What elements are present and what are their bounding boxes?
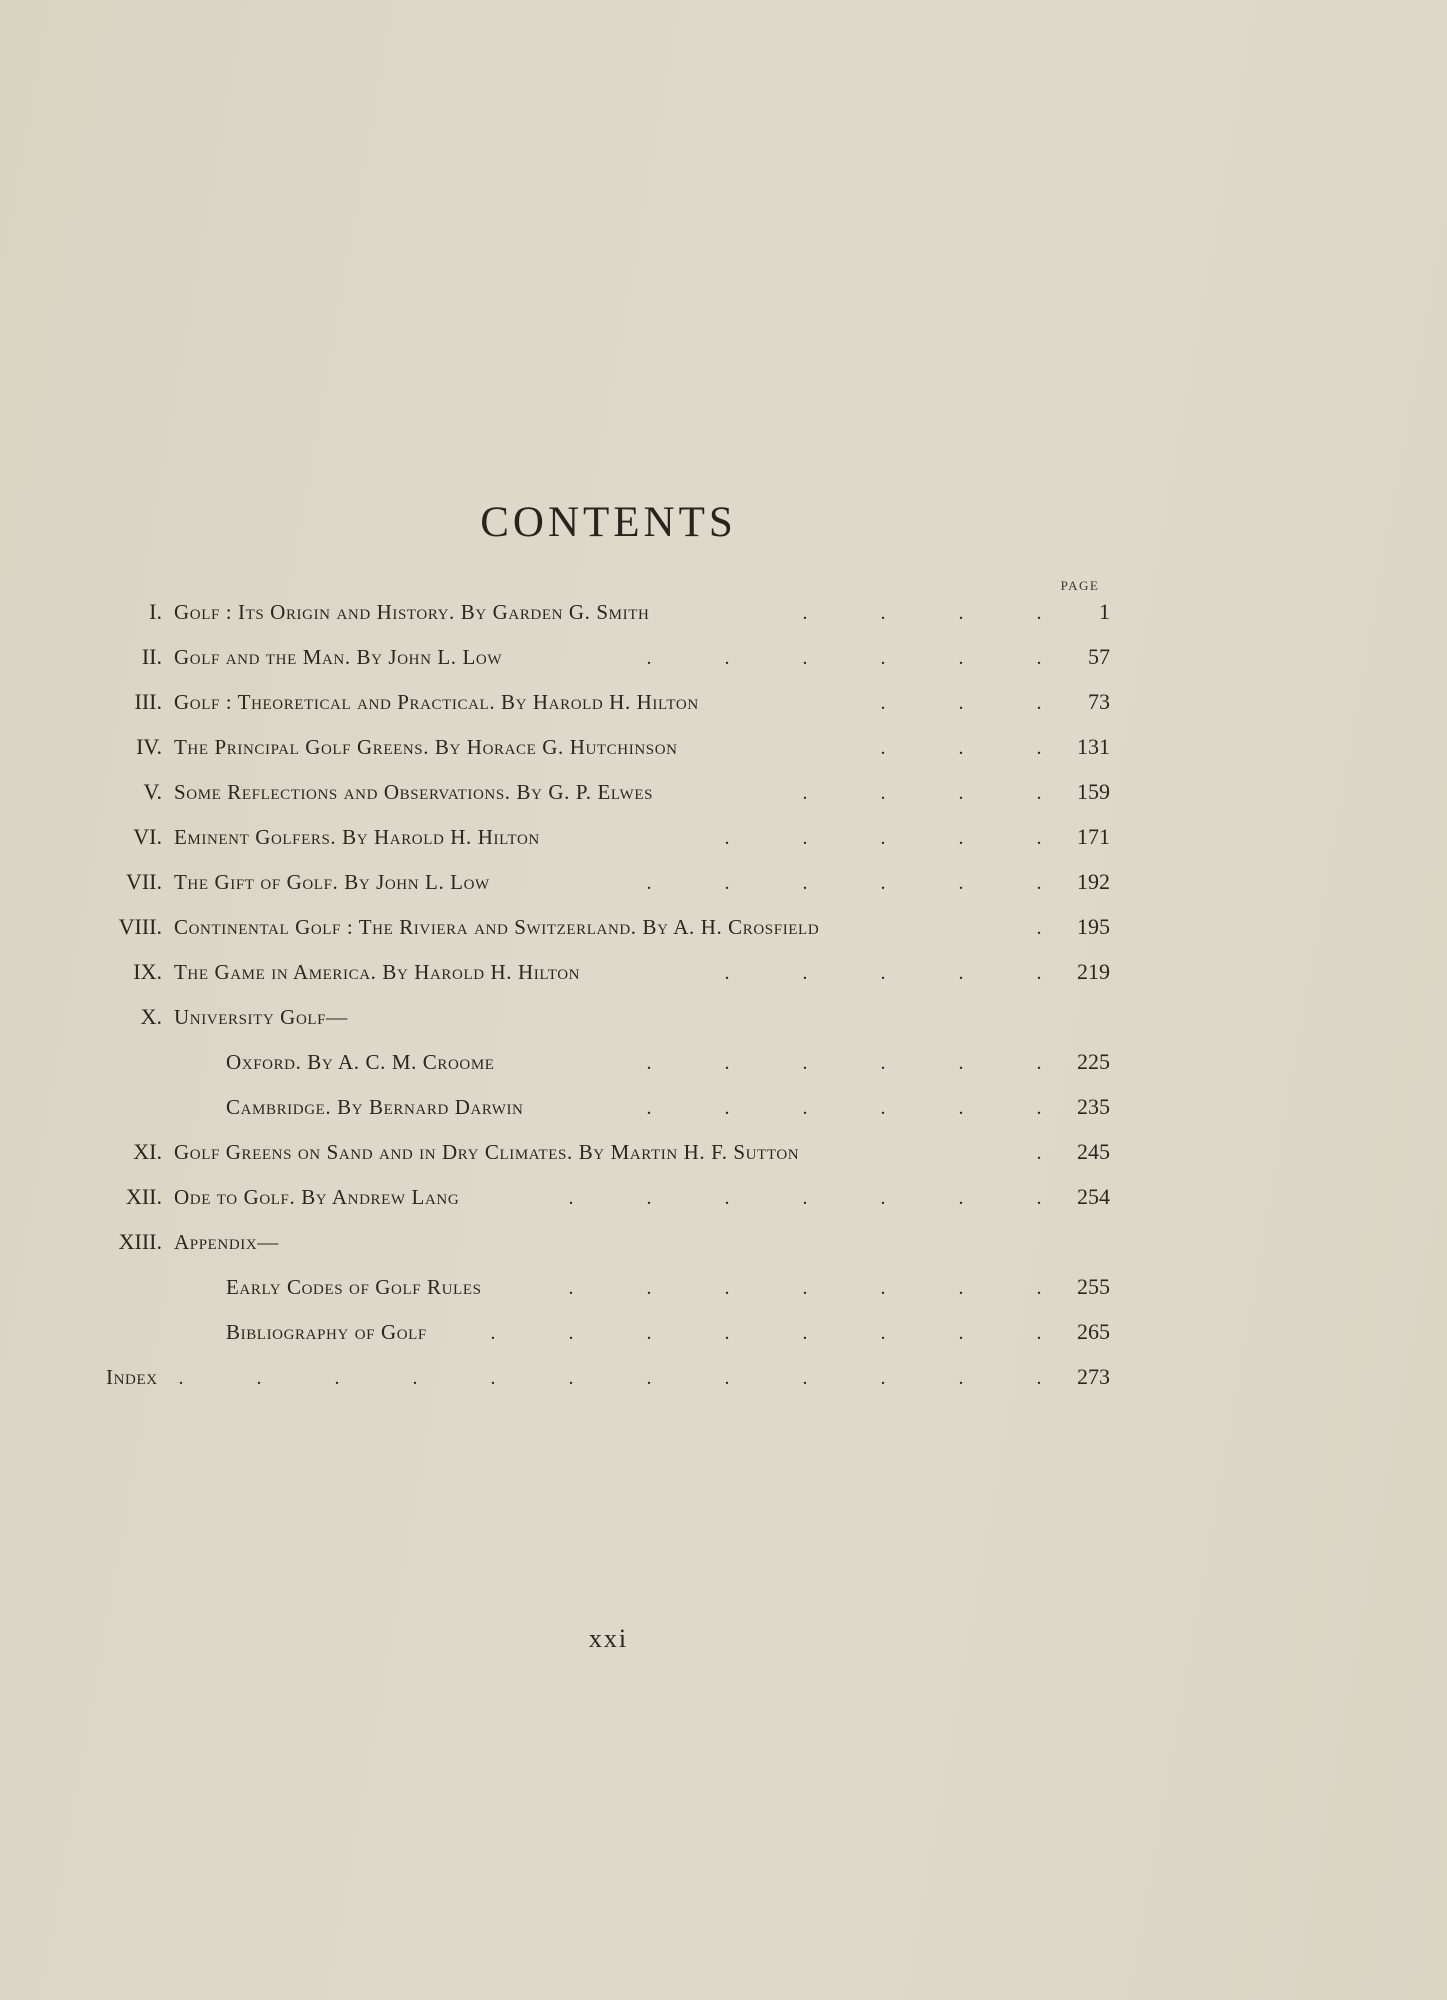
toc-leader-dots: . . . . . . <box>646 872 1042 894</box>
toc-leader-dots: . <box>1036 1142 1042 1164</box>
toc-entry-page: 265 <box>1077 1319 1110 1344</box>
toc-leader-dots: . . . <box>880 692 1042 714</box>
toc-entry-page: 235 <box>1077 1094 1110 1119</box>
toc-leader-dots: . . . <box>880 737 1042 759</box>
toc-entry-page: 195 <box>1077 914 1110 939</box>
toc-leader-dots: . <box>1036 917 1042 939</box>
toc-entry-11 <box>0 1134 1447 1170</box>
toc-entry-1 <box>0 594 1447 630</box>
toc-entry-3 <box>0 684 1447 720</box>
toc-entry-title: Index <box>106 1365 158 1389</box>
toc-entry-page: 57 <box>1088 644 1110 669</box>
toc-entry-2 <box>0 639 1447 675</box>
toc-entry-title: Ode to Golf. By Andrew Lang <box>174 1185 460 1209</box>
toc-leader-dots: . . . . . . . . <box>490 1322 1042 1344</box>
toc-entry-index <box>0 1359 1447 1395</box>
toc-entry-title: The Game in America. By Harold H. Hilton <box>174 960 581 984</box>
toc-entry-number: XIII. <box>118 1229 162 1254</box>
toc-entry-number: II. <box>141 644 162 669</box>
toc-entry-page: 255 <box>1077 1274 1110 1299</box>
toc-subentry-2 <box>0 1089 1447 1125</box>
toc-entry-number: I. <box>149 599 162 624</box>
toc-entry-page: 192 <box>1077 869 1110 894</box>
toc-entry-number: XI. <box>133 1139 162 1164</box>
toc-entry-page: 219 <box>1077 959 1110 984</box>
toc-entry-title: Bibliography of Golf <box>226 1320 427 1344</box>
toc-entry-page: 273 <box>1077 1364 1110 1389</box>
toc-subentry-4 <box>0 1314 1447 1350</box>
toc-entry-title: Golf Greens on Sand and in Dry Climates. By Martin H. F. Sutton <box>174 1140 800 1164</box>
toc-entry-page: 1 <box>1099 599 1110 624</box>
toc-entry-5 <box>0 774 1447 810</box>
page-title: CONTENTS <box>480 499 737 546</box>
toc-entry-title: Cambridge. By Bernard Darwin <box>226 1095 524 1119</box>
toc-entry-number: X. <box>140 1004 162 1029</box>
toc-entry-12 <box>0 1179 1447 1215</box>
toc-entry-number: III. <box>134 689 162 714</box>
toc-entry-title: University Golf— <box>174 1005 348 1029</box>
toc-entry-6 <box>0 819 1447 855</box>
toc-entry-title: Golf : Its Origin and History. By Garden G. Smith <box>174 600 650 624</box>
toc-leader-dots: . . . . . . <box>646 1097 1042 1119</box>
toc-subentry-1 <box>0 1044 1447 1080</box>
toc-leader-dots: . . . . <box>802 782 1042 804</box>
toc-entry-title: Appendix— <box>174 1230 279 1254</box>
toc-entry-title: Continental Golf : The Riviera and Switzerland. By A. H. Crosfield <box>174 915 820 939</box>
toc-entry-number: IX. <box>133 959 162 984</box>
toc-entry-page: 131 <box>1077 734 1110 759</box>
toc-entry-title: Golf and the Man. By John L. Low <box>174 645 503 669</box>
toc-entry-page: 254 <box>1077 1184 1110 1209</box>
toc-entry-title: The Gift of Golf. By John L. Low <box>174 870 490 894</box>
toc-entry-title: Some Reflections and Observations. By G. P. Elwes <box>174 780 654 804</box>
toc-leader-dots: . . . . . . <box>646 1052 1042 1074</box>
toc-entry-13 <box>0 1224 1447 1260</box>
toc-entry-page: 73 <box>1088 689 1110 714</box>
toc-entry-9 <box>0 954 1447 990</box>
toc-leader-dots: . . . . . <box>724 962 1042 984</box>
toc-leader-dots: . . . . . <box>724 827 1042 849</box>
toc-entry-page: 171 <box>1077 824 1110 849</box>
toc-entry-number: VII. <box>125 869 162 894</box>
toc-entry-10 <box>0 999 1447 1035</box>
toc-entry-number: VI. <box>133 824 162 849</box>
toc-entry-page: 245 <box>1077 1139 1110 1164</box>
toc-entry-number: VIII. <box>118 914 162 939</box>
toc-entry-8 <box>0 909 1447 945</box>
page-column-label: PAGE <box>1060 578 1100 593</box>
toc-entry-7 <box>0 864 1447 900</box>
toc-entry-page: 159 <box>1077 779 1110 804</box>
toc-leader-dots: . . . . <box>802 602 1042 624</box>
toc-leader-dots: . . . . . . . . . . . . <box>178 1367 1042 1389</box>
toc-leader-dots: . . . . . . <box>646 647 1042 669</box>
toc-entry-title: Eminent Golfers. By Harold H. Hilton <box>174 825 540 849</box>
toc-entry-title: The Principal Golf Greens. By Horace G. Hutchinson <box>174 735 678 759</box>
toc-leader-dots: . . . . . . . <box>568 1277 1042 1299</box>
toc-entry-4 <box>0 729 1447 765</box>
toc-entry-title: Golf : Theoretical and Practical. By Harold H. Hilton <box>174 690 699 714</box>
toc-entry-title: Early Codes of Golf Rules <box>226 1275 482 1299</box>
toc-entry-number: IV. <box>136 734 162 759</box>
toc-subentry-3 <box>0 1269 1447 1305</box>
toc-leader-dots: . . . . . . . <box>568 1187 1042 1209</box>
page-number: xxi <box>588 1624 629 1653</box>
toc-entry-number: XII. <box>125 1184 162 1209</box>
toc-entry-number: V. <box>143 779 162 804</box>
toc-entry-title: Oxford. By A. C. M. Croome <box>226 1050 495 1074</box>
toc-entry-page: 225 <box>1077 1049 1110 1074</box>
